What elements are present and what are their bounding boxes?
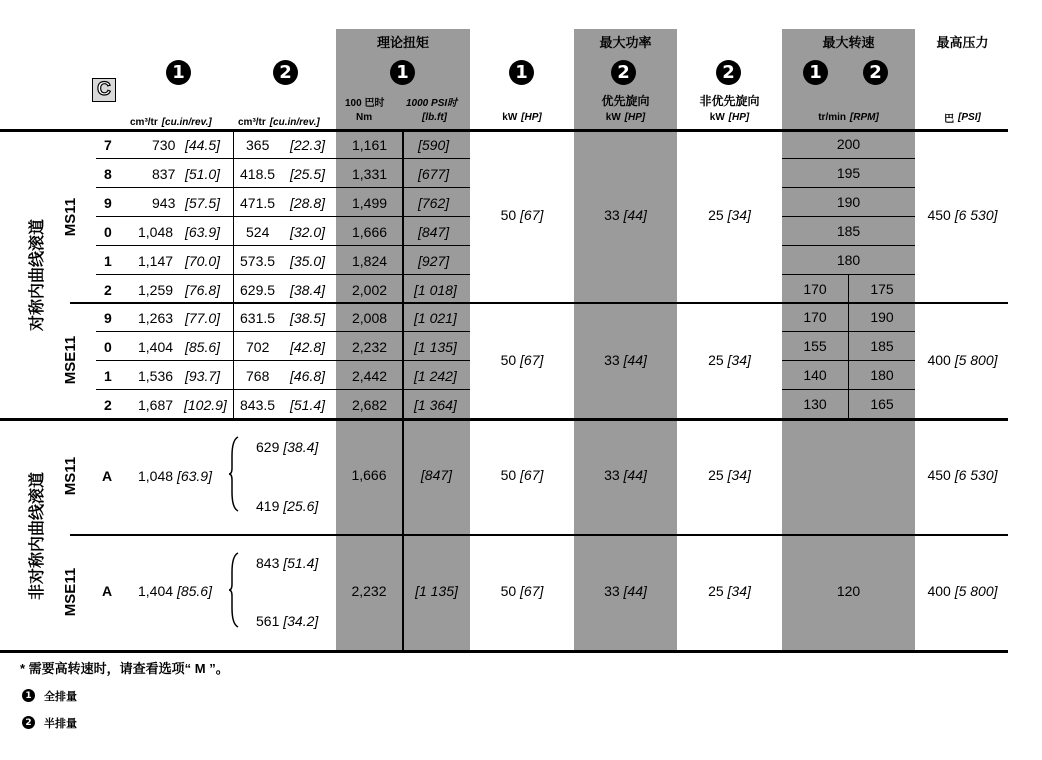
mse11-asym-power-3: 25 [34]	[708, 583, 751, 599]
ms11-asym-half-b: 419 [25.6]	[256, 498, 319, 514]
ms11-asym-half-a: 629 [38.4]	[256, 439, 319, 455]
full-disp-value: 1,263	[138, 310, 174, 326]
nm-lbft-divider	[402, 130, 404, 650]
full-half-divider	[233, 130, 234, 418]
speed-value-2: 180	[870, 367, 894, 383]
footnote-marker-1-icon: 1	[22, 689, 35, 702]
speed-value-1: 130	[803, 395, 827, 412]
mse11-asym-code: A	[102, 583, 113, 599]
torque-lbft-value: [1 242]	[414, 368, 457, 384]
torque-nm-unit: Nm	[356, 112, 373, 123]
table-row-code: 1	[104, 368, 112, 384]
full-disp-imp-value: [44.5]	[185, 137, 221, 153]
mse11-asym-full-disp: 1,404 [85.6]	[138, 583, 212, 599]
marker-2-pref-power-icon: 2	[611, 60, 636, 85]
row-line	[96, 187, 470, 188]
torque-nm-value: 1,666	[352, 224, 388, 240]
ms11-sym-pressure: 450 [6 530]	[927, 207, 998, 223]
ms11-asym-power-2: 33 [44]	[604, 467, 647, 483]
half-disp-value: 631.5	[240, 310, 276, 326]
speed-value-2: 185	[870, 338, 894, 354]
speed-value: 195	[836, 165, 861, 181]
full-disp-imp-value: [102.9]	[184, 397, 227, 413]
torque-nm-value: 2,442	[352, 368, 388, 384]
torque-nm-value: 2,682	[352, 397, 388, 413]
torque-nm-value: 1,331	[352, 166, 388, 182]
speed-value-2: 165	[870, 395, 894, 412]
mse11-asym-power-2: 33 [44]	[604, 583, 647, 599]
mse11-asym-brace-icon	[228, 552, 240, 628]
torque-lbft-value: [1 135]	[414, 339, 457, 355]
full-disp-value: 1,536	[138, 368, 174, 384]
mse11-asym-torque-lbft: [1 135]	[415, 583, 458, 599]
marker-2-nonpref-power-icon: 2	[716, 60, 741, 85]
half-disp-imp-value: [42.8]	[290, 339, 326, 355]
torque-lbft-value: [1 018]	[414, 282, 457, 298]
full-disp-imp-value: [70.0]	[185, 253, 221, 269]
footnote-full-disp: 全排量	[44, 691, 77, 703]
ms11-asym-code: A	[102, 468, 113, 484]
torque-nm-value: 2,002	[352, 282, 388, 298]
marker-2-half-disp-icon: 2	[273, 60, 298, 85]
table-row-code: 1	[104, 253, 112, 269]
full-disp-imp-value: [63.9]	[185, 224, 221, 240]
speed-value-1: 170	[803, 280, 827, 297]
torque-per-bar-label: 100 巴时	[345, 98, 385, 109]
mse11-sym-model-label: MSE11	[61, 335, 79, 385]
row-line	[96, 331, 470, 332]
row-line	[96, 360, 470, 361]
mse11-asym-speed: 120	[836, 583, 861, 599]
half-disp-value: 573.5	[240, 253, 276, 269]
torque-nm-value: 2,232	[352, 339, 388, 355]
max-speed-header: 最大转速	[822, 34, 875, 50]
pressure-units: 巴 [PSI]	[944, 111, 981, 125]
half-disp-value: 629.5	[240, 282, 276, 298]
power-units-2: kW [HP]	[605, 111, 646, 123]
footnote-marker-2-icon: 2	[22, 716, 35, 729]
half-disp-imp-value: [51.4]	[290, 397, 326, 413]
footnote-half-disp: 半排量	[44, 718, 77, 730]
speed-value-1: 170	[803, 309, 827, 325]
power-units-3: kW [HP]	[709, 111, 750, 123]
half-disp-imp-value: [32.0]	[290, 224, 326, 240]
full-disp-imp-value: [51.0]	[185, 166, 221, 182]
half-disp-value: 843.5	[240, 397, 276, 413]
mse11-sym-power-2: 33 [44]	[604, 352, 647, 368]
half-disp-imp-value: [28.8]	[290, 195, 326, 211]
ms11-sym-model-label: MS11	[61, 197, 79, 237]
full-disp-imp-value: [77.0]	[185, 310, 221, 326]
mse11-sym-power-1: 50 [67]	[500, 352, 544, 368]
full-disp-value: 1,147	[138, 253, 174, 269]
full-disp-value: 837	[152, 166, 176, 182]
speed-value-2: 175	[870, 280, 894, 297]
row-line	[96, 389, 470, 390]
full-disp-imp-value: [76.8]	[185, 282, 221, 298]
ms11-sym-power-2: 33 [44]	[604, 207, 647, 223]
table-row-code: 2	[104, 282, 112, 298]
torque-lbft-value: [677]	[418, 166, 450, 182]
ms11-asym-model-label: MS11	[61, 456, 79, 496]
mse11-asym-pressure: 400 [5 800]	[927, 583, 998, 599]
marker-1-power-icon: 1	[509, 60, 534, 85]
torque-nm-value: 1,161	[352, 137, 388, 153]
mse11-sym-pressure: 400 [5 800]	[927, 352, 998, 368]
half-disp-value: 471.5	[240, 195, 276, 211]
speed-value-1: 155	[803, 338, 827, 354]
row-line	[96, 245, 470, 246]
speed-value-1: 140	[803, 367, 827, 383]
torque-lbft-value: [1 021]	[414, 310, 457, 326]
half-disp-units: cm³/tr [cu.in/rev.]	[238, 117, 320, 128]
symmetric-group-label: 对称内曲线滚道	[28, 219, 46, 332]
mse11-asym-torque-nm: 2,232	[351, 583, 387, 599]
marker-1-full-disp-icon: 1	[166, 60, 191, 85]
full-disp-value: 730	[152, 137, 176, 153]
speed-value: 200	[836, 136, 861, 152]
sym-asym-divider	[0, 418, 1008, 421]
full-disp-value: 943	[152, 195, 176, 211]
marker-2-speed-icon: 2	[863, 60, 888, 85]
mse11-asym-model-label: MSE11	[61, 567, 79, 617]
table-row-code: 2	[104, 397, 112, 413]
half-disp-value: 524	[246, 224, 270, 240]
table-row-code: 0	[104, 224, 112, 240]
half-disp-imp-value: [38.4]	[290, 282, 326, 298]
table-row-code: 9	[104, 195, 112, 211]
footnote-high-speed: * 需要高转速时，请查看选项“ M ”。	[20, 661, 229, 676]
ms11-asym-power-3: 25 [34]	[708, 467, 751, 483]
torque-lbft-value: [590]	[418, 137, 450, 153]
half-disp-imp-value: [22.3]	[290, 137, 326, 153]
marker-1-torque-icon: 1	[390, 60, 415, 85]
half-disp-imp-value: [46.8]	[290, 368, 326, 384]
torque-per-psi-label: 1000 PSI时	[406, 98, 458, 109]
torque-lbft-value: [762]	[418, 195, 450, 211]
ms11-asym-torque-lbft: [847]	[420, 467, 453, 483]
table-row-code: 0	[104, 339, 112, 355]
torque-lbft-unit: [lb.ft]	[422, 112, 447, 123]
torque-lbft-value: [927]	[418, 253, 450, 269]
pref-direction-label: 优先旋向	[601, 93, 650, 108]
half-disp-imp-value: [25.5]	[290, 166, 326, 182]
mse11-sym-power-3: 25 [34]	[708, 352, 751, 368]
full-disp-imp-value: [93.7]	[185, 368, 221, 384]
speed-value: 180	[836, 252, 861, 268]
full-disp-value: 1,404	[138, 339, 174, 355]
speed-units: tr/min [RPM]	[818, 111, 879, 123]
max-power-header: 最大功率	[599, 34, 652, 50]
ms11-asym-power-1: 50 [67]	[500, 467, 544, 483]
half-disp-value: 702	[246, 339, 270, 355]
ms11-asym-brace-icon	[228, 436, 240, 512]
half-disp-imp-value: [35.0]	[290, 253, 326, 269]
torque-nm-value: 1,824	[352, 253, 388, 269]
ms11-sym-power-1: 50 [67]	[500, 207, 544, 223]
full-disp-units: cm³/tr [cu.in/rev.]	[130, 117, 212, 128]
torque-lbft-value: [1 364]	[414, 397, 457, 413]
ms11-asym-torque-nm: 1,666	[351, 467, 387, 483]
full-disp-imp-value: [85.6]	[185, 339, 221, 355]
marker-1-speed-icon: 1	[803, 60, 828, 85]
half-disp-imp-value: [38.5]	[290, 310, 326, 326]
table-row-code: 7	[104, 137, 112, 153]
table-row-code: 9	[104, 310, 112, 326]
row-line	[96, 158, 470, 159]
ms11-asym-full-disp: 1,048 [63.9]	[138, 468, 212, 484]
ms11-asym-pressure: 450 [6 530]	[927, 467, 998, 483]
mse11-asym-power-1: 50 [67]	[500, 583, 544, 599]
theoretical-torque-header: 理论扭矩	[376, 34, 429, 50]
c-symbol-icon: C	[92, 78, 116, 102]
full-disp-imp-value: [57.5]	[185, 195, 221, 211]
table-bottom-line	[0, 650, 1008, 653]
speed-value: 185	[836, 223, 861, 239]
full-disp-value: 1,048	[138, 224, 174, 240]
full-disp-value: 1,687	[138, 397, 174, 413]
row-line	[96, 274, 470, 275]
row-line	[96, 216, 470, 217]
torque-lbft-value: [847]	[418, 224, 450, 240]
half-disp-value: 365	[246, 137, 270, 153]
asymmetric-group-label: 非对称内曲线滚道	[28, 472, 46, 601]
torque-nm-value: 2,008	[352, 310, 388, 326]
mse11-asym-half-b: 561 [34.2]	[256, 613, 319, 629]
table-row-code: 8	[104, 166, 112, 182]
speed-value: 190	[836, 194, 861, 210]
half-disp-value: 768	[246, 368, 270, 384]
asym-ms11-mse11-divider	[70, 534, 1008, 536]
nonpref-direction-label: 非优先旋向	[699, 93, 760, 108]
speed-value-2: 190	[870, 309, 894, 325]
mse11-asym-half-a: 843 [51.4]	[256, 555, 319, 571]
torque-nm-value: 1,499	[352, 195, 388, 211]
full-disp-value: 1,259	[138, 282, 174, 298]
ms11-sym-power-3: 25 [34]	[708, 207, 751, 223]
power-units-1: kW [HP]	[502, 111, 542, 123]
half-disp-value: 418.5	[240, 166, 276, 182]
max-pressure-header: 最高压力	[936, 34, 989, 50]
